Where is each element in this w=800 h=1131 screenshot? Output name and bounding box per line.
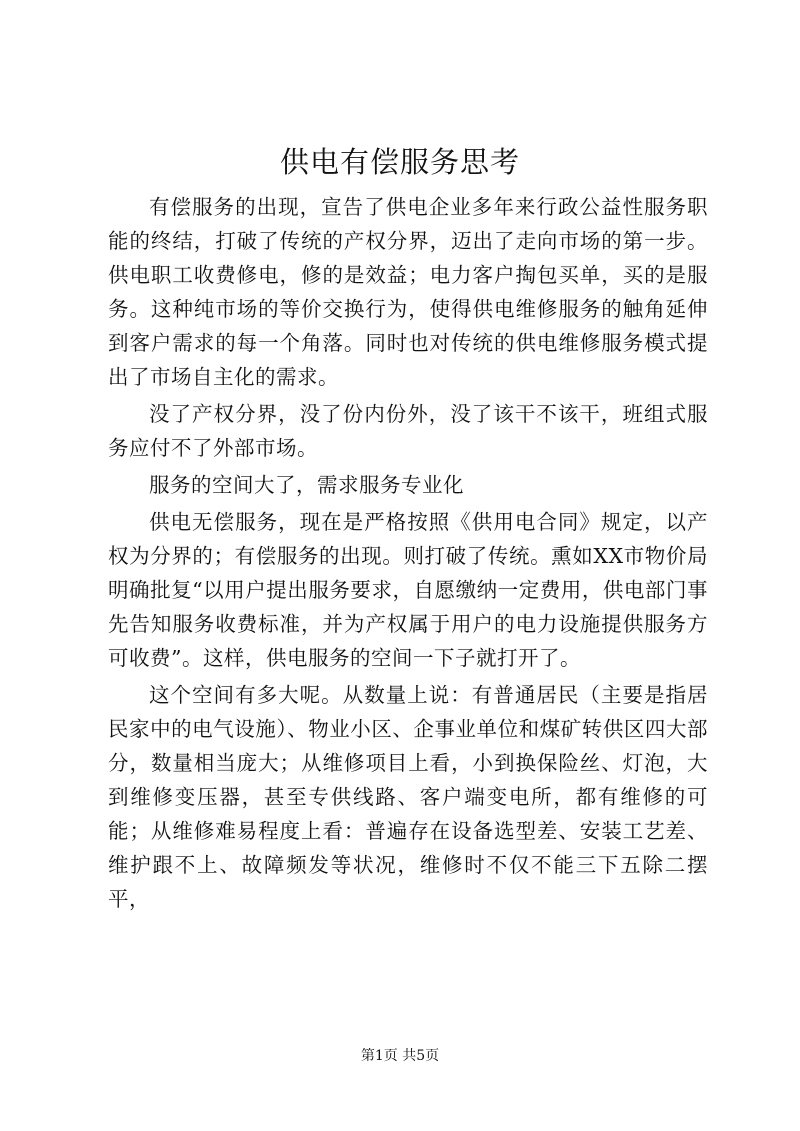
paragraph: 服务的空间大了，需求服务专业化 bbox=[149, 473, 464, 497]
document-body bbox=[108, 190, 708, 916]
document-title: 供电有偿服务思考 bbox=[279, 145, 520, 179]
paragraph: 有偿服务的出现，宣告了供电企业多年来行政公益性服务职能的终结，打破了传统的产权分界，迈出了走向市场的第一步。供电职工收费修电，修的是效益；电力客户掏包买单，买的是服务。这种纯市场的等价交换行为，使得供电维修服务的触角延伸到客户需求的每一个角落。同时也对传统的供电维修服务模式提出了市场自主化的需求。 bbox=[108, 195, 708, 389]
paragraph: 没了产权分界，没了份内份外，没了该干不该干，班组式服务应付不了外部市场。 bbox=[108, 402, 708, 460]
paragraph: 这个空间有多大呢。从数量上说：有普通居民（主要是指居民家中的电气设施）、物业小区、企事业单位和煤矿转供区四大部分，数量相当庞大；从维修项目上看，小到换保险丝、灯泡，大到维修变压器，甚至专供线路、客户端变电所，都有维修的可能；从维修难易程度上看：普遍存在设备选型差、安装工艺差、维护跟不上、故障频发等状况，维修时不仅不能三下五除二摆平， bbox=[108, 683, 708, 911]
page-footer: 第1页 共5页 bbox=[360, 1048, 440, 1064]
paragraph: 供电无偿服务，现在是严格按照《供用电合同》规定，以产权为分界的；有偿服务的出现。则打破了传统。熏如XX市物价局明确批复“以用户提出服务要求，自愿缴纳一定费用，供电部门事先告知服务收费标准，并为产权属于用户的电力设施提供服务方可收费”。这样，供电服务的空间一下子就打开了。 bbox=[108, 510, 708, 670]
